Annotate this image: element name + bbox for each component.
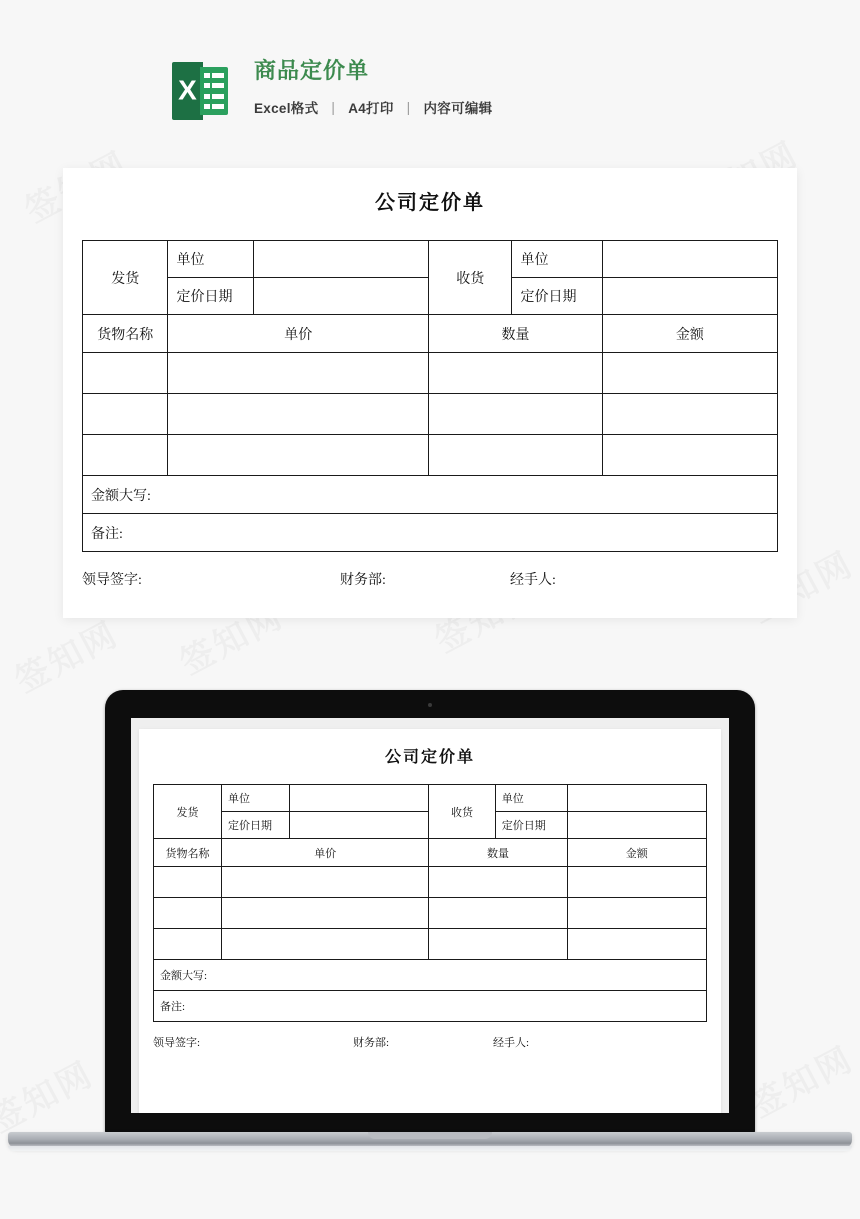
form-title: 公司定价单 [384,749,475,766]
excel-icon-grid-row [204,94,224,99]
table-row [83,435,778,476]
shipper-date-value[interactable] [290,812,429,839]
remark-label[interactable]: 备注: [83,514,778,552]
shipper-unit-label: 单位 [168,241,253,278]
form-table-wrapper [82,240,778,552]
excel-icon-grid-row [204,83,224,88]
cell-goods-name[interactable] [83,394,168,435]
shipper-unit-value[interactable] [253,241,428,278]
receiver-group-label: 收货 [429,241,512,315]
form-preview-card [63,168,797,618]
remark-row [154,991,707,1022]
table-row [83,353,778,394]
cell-goods-name[interactable] [83,353,168,394]
cell-goods-name[interactable] [154,867,222,898]
header-text-block [254,58,492,117]
remark-label[interactable]: 备注: [154,991,707,1022]
cell-unit-price[interactable] [168,353,429,394]
table-row [154,867,707,898]
signature-row [82,569,778,591]
cell-unit-price[interactable] [168,394,429,435]
cell-unit-price[interactable] [222,929,429,960]
table-row [83,241,778,278]
laptop-mockup [0,660,860,1160]
receiver-date-label: 定价日期 [512,278,602,315]
laptop-lid [105,690,755,1135]
signature-handler-label: 经手人: [493,1037,530,1049]
laptop-camera-icon [428,703,432,707]
shipper-date-value[interactable] [253,278,428,315]
meta-separator: | [331,99,336,115]
shipper-unit-value[interactable] [290,785,429,812]
cell-quantity[interactable] [429,867,567,898]
cell-quantity[interactable] [429,929,567,960]
document-meta [254,97,492,117]
receiver-unit-label: 单位 [495,785,567,812]
excel-icon-grid-row [204,104,224,109]
pricing-form-table [153,784,707,1022]
signature-row [153,1034,707,1052]
cell-goods-name[interactable] [83,435,168,476]
shipper-date-label: 定价日期 [222,812,290,839]
amount-in-words-row [83,476,778,514]
table-header-row [154,839,707,867]
column-header-amount: 金额 [567,839,706,867]
receiver-unit-value[interactable] [602,241,777,278]
excel-file-icon [172,62,228,120]
table-row [154,898,707,929]
laptop-base-notch [368,1132,492,1139]
cell-amount[interactable] [602,353,777,394]
shipper-group-label: 发货 [83,241,168,315]
form-title: 公司定价单 [375,192,485,214]
meta-print: A4打印 [348,101,394,117]
signature-leader-label: 领导签字: [82,573,142,588]
table-header-row [83,315,778,353]
column-header-amount: 金额 [602,315,777,353]
excel-icon-grid-panel [200,67,228,115]
cell-quantity[interactable] [429,435,603,476]
cell-amount[interactable] [567,867,706,898]
excel-icon-left-panel [172,62,203,120]
cell-unit-price[interactable] [168,435,429,476]
column-header-unit-price: 单价 [168,315,429,353]
table-row [154,929,707,960]
amount-in-words-label[interactable]: 金额大写: [83,476,778,514]
meta-format: Excel格式 [254,101,319,117]
meta-separator: | [406,99,411,115]
shipper-group-label: 发货 [154,785,222,839]
cell-quantity[interactable] [429,898,567,929]
table-row [83,394,778,435]
amount-in-words-row [154,960,707,991]
amount-in-words-label[interactable]: 金额大写: [154,960,707,991]
cell-amount[interactable] [602,394,777,435]
signature-finance-label: 财务部: [340,573,386,588]
remark-row [83,514,778,552]
column-header-goods-name: 货物名称 [154,839,222,867]
receiver-date-value[interactable] [567,812,706,839]
meta-editable: 内容可编辑 [423,101,493,117]
page-title: 商品定价单 [254,58,370,83]
cell-unit-price[interactable] [222,867,429,898]
cell-goods-name[interactable] [154,898,222,929]
shipper-unit-label: 单位 [222,785,290,812]
cell-unit-price[interactable] [222,898,429,929]
cell-quantity[interactable] [429,353,603,394]
cell-amount[interactable] [567,929,706,960]
column-header-goods-name: 货物名称 [83,315,168,353]
laptop-screen [131,718,729,1113]
table-row [154,785,707,812]
receiver-date-label: 定价日期 [495,812,567,839]
column-header-quantity: 数量 [429,839,567,867]
cell-goods-name[interactable] [154,929,222,960]
column-header-unit-price: 单价 [222,839,429,867]
excel-icon-grid-row [204,73,224,78]
signature-leader-label: 领导签字: [153,1037,201,1049]
receiver-group-label: 收货 [429,785,495,839]
form-preview-on-screen [139,729,721,1113]
form-table-wrapper [153,784,707,1022]
shipper-date-label: 定价日期 [168,278,253,315]
column-header-quantity: 数量 [429,315,603,353]
cell-amount[interactable] [567,898,706,929]
laptop-base-foot [8,1146,852,1151]
signature-finance-label: 财务部: [353,1037,390,1049]
pricing-form-table [82,240,778,552]
receiver-date-value[interactable] [602,278,777,315]
signature-handler-label: 经手人: [510,573,556,588]
receiver-unit-label: 单位 [512,241,602,278]
page-header [172,58,492,120]
cell-amount[interactable] [602,435,777,476]
cell-quantity[interactable] [429,394,603,435]
receiver-unit-value[interactable] [567,785,706,812]
